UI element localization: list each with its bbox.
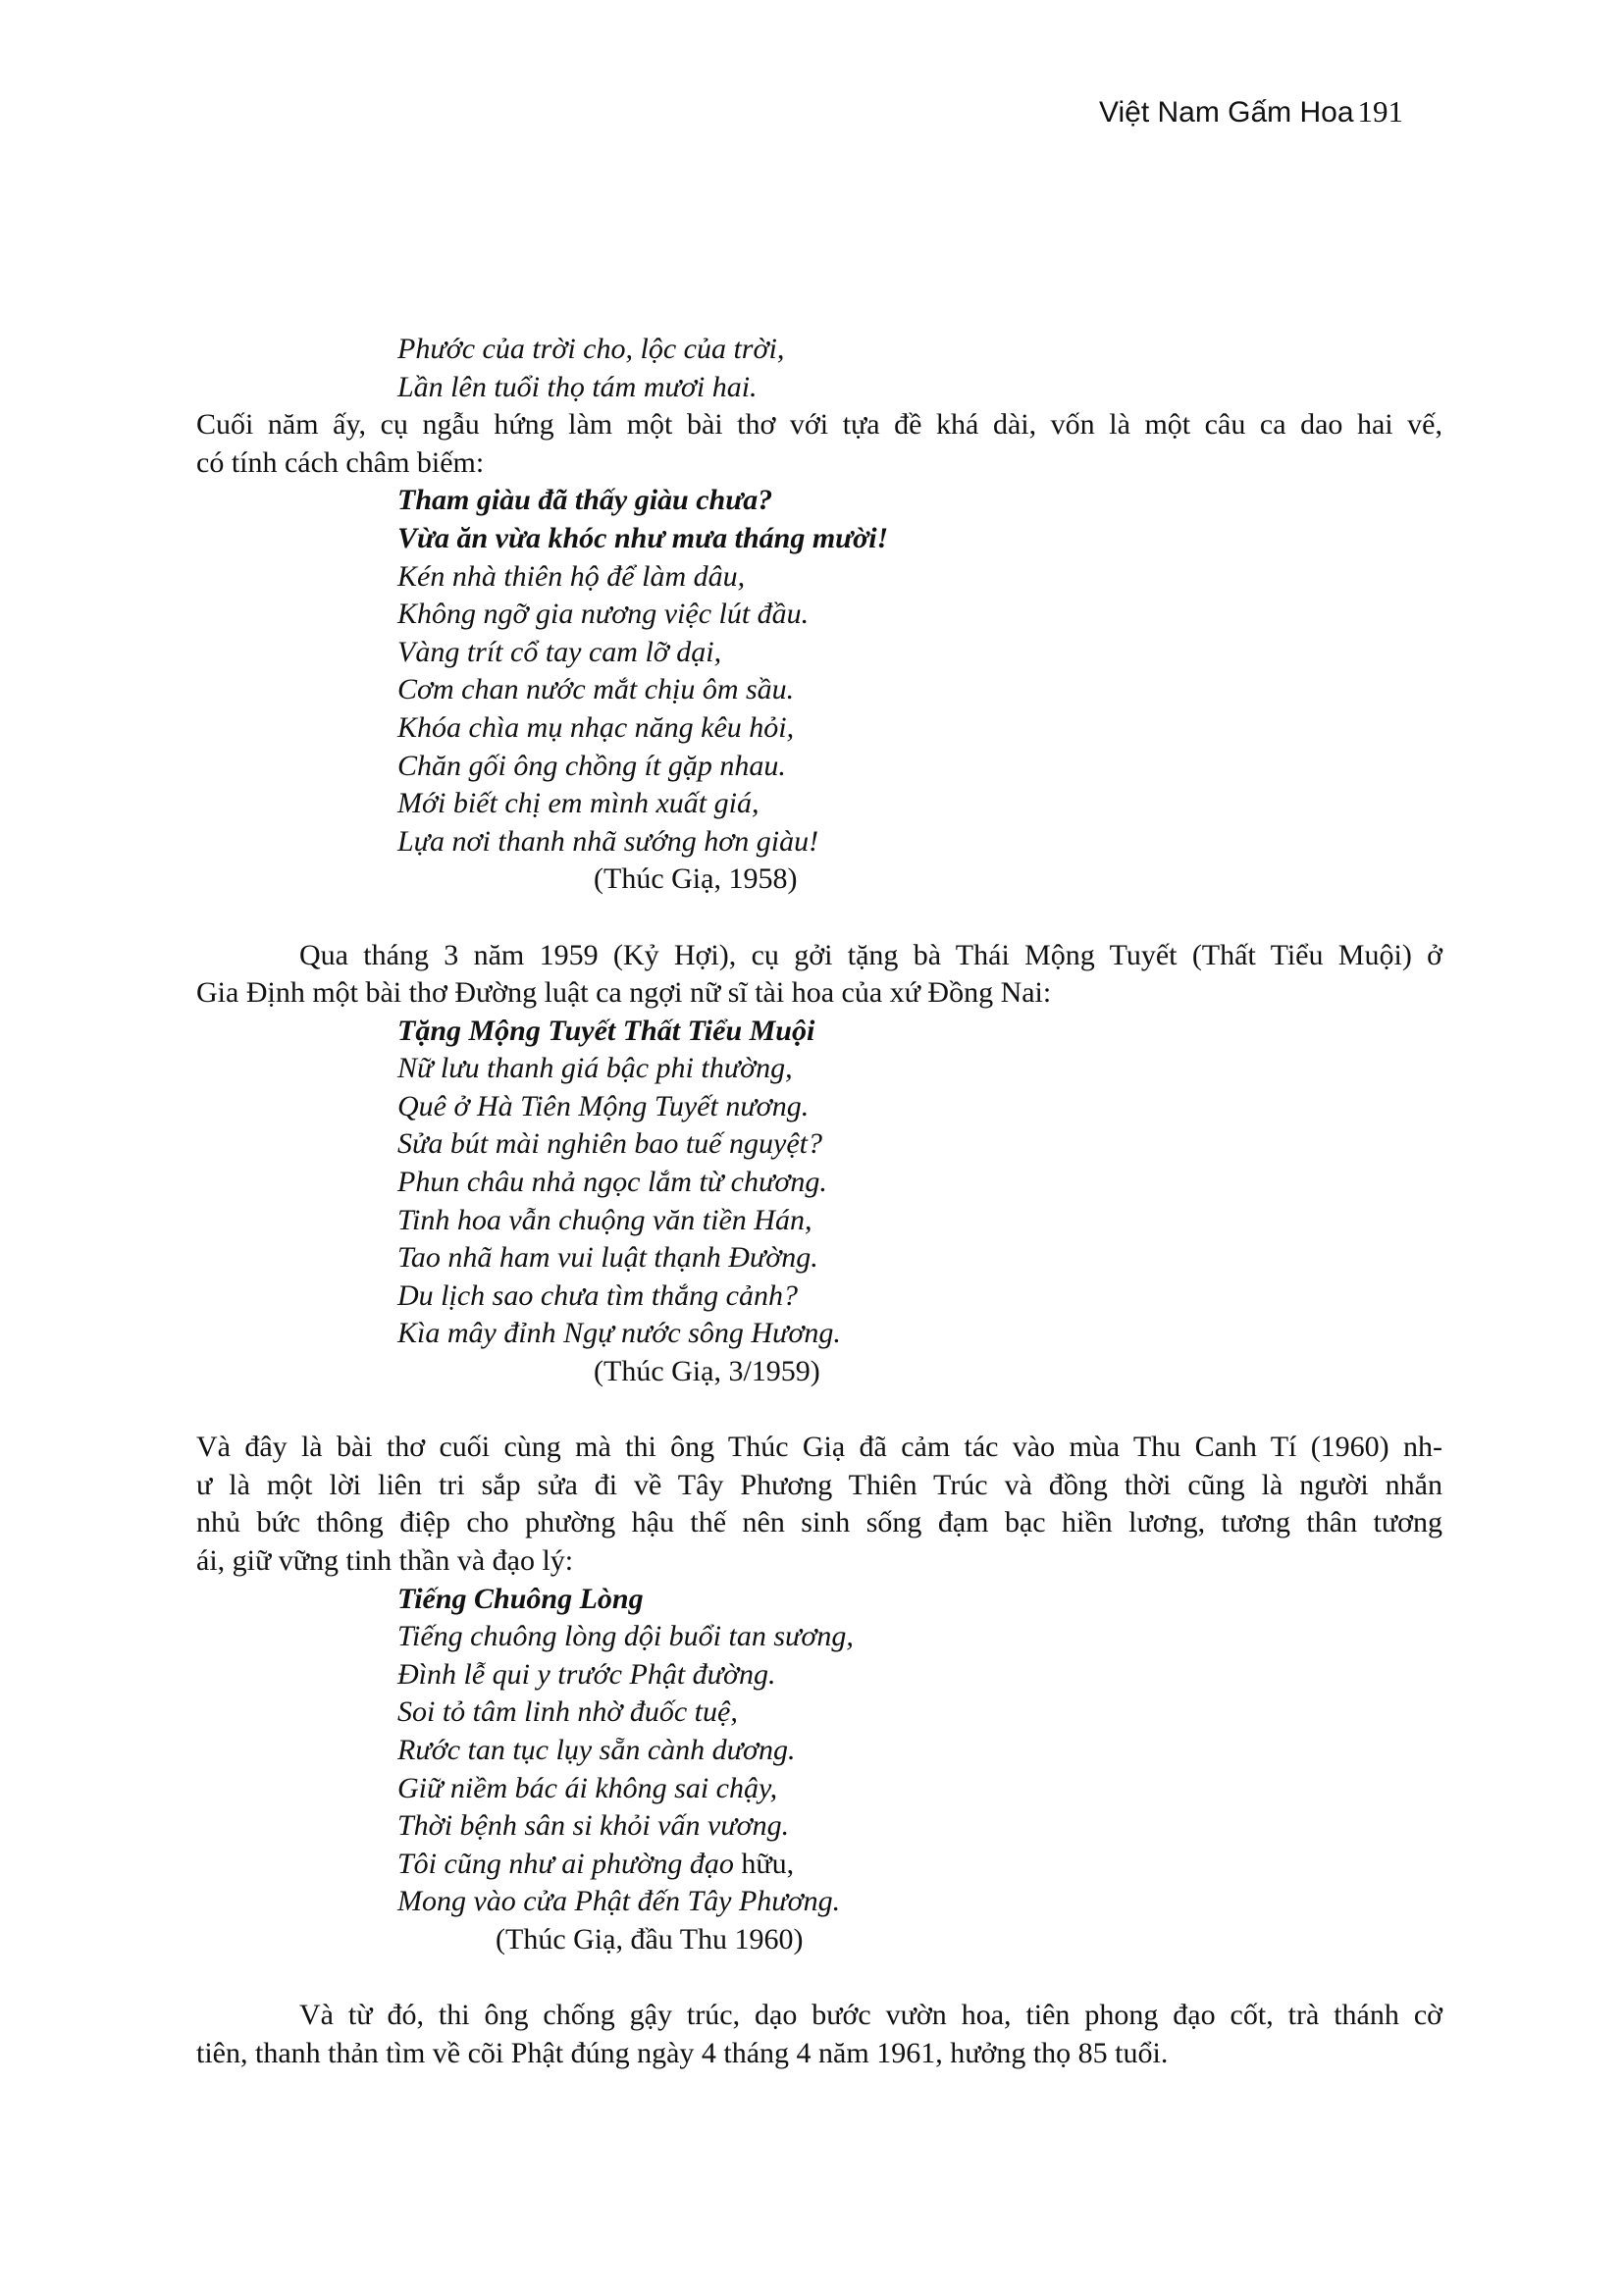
poem-line: Mới biết chị em mình xuất giá, [397,787,760,820]
paragraph-4 [196,1997,1442,2072]
poem-line: Nữ lưu thanh giá bậc phi thường, [397,1052,793,1085]
poem-attribution: (Thúc Giạ, 3/1959) [594,1355,820,1388]
poem-line: Vàng trít cổ tay cam lỡ dại, [397,635,722,668]
poem-line: Thời bệnh sân si khỏi vấn vương. [397,1809,790,1843]
poem-line: Tiếng chuông lòng dội buổi tan sương, [397,1620,854,1653]
book-title: Việt Nam Gấm Hoa [1099,96,1354,129]
poem-line: Lựa nơi thanh nhã sướng hơn giàu! [397,824,819,858]
paragraph-line: Qua tháng 3 năm 1959 (Kỷ Hợi), cụ gởi tặng bà Thái Mộng Tuyết (Thất Tiểu Muội) ở [299,938,1442,971]
paragraph-line: tiên, thanh thản tìm về cõi Phật đúng ngày 4 tháng 4 năm 1961, hưởng thọ 85 tuổi. [196,2036,1169,2069]
poem-title: Vừa ăn vừa khóc như mưa tháng mười! [397,521,889,554]
poem-line: Kìa mây đỉnh Ngự nước sông Hương. [397,1317,841,1350]
poem-title: Tiếng Chuông Lòng [397,1582,644,1615]
poem-attribution: (Thúc Giạ, 1958) [594,862,798,896]
verse-line: Lần lên tuổi thọ tám mươi hai. [397,370,758,403]
paragraph-line: Cuối năm ấy, cụ ngẫu hứng làm một bài thơ với tựa đề khá dài, vốn là một câu ca dao hai vế, [196,408,1442,442]
paragraph-line: ư là một lời liên tri sắp sửa đi về Tây Phương Thiên Trúc và đồng thời cũng là người nhắn [196,1468,1442,1501]
paragraph-1 [196,406,1442,482]
poem-line [196,1846,1442,1884]
verse-line: Phước của trời cho, lộc của trời, [397,333,785,365]
poem-line-italic-part: Tôi cũng như ai phường đạo [397,1847,734,1880]
poem-line: Soi tỏ tâm linh nhờ đuốc tuệ, [397,1695,738,1729]
poem-line: Tinh hoa vẫn chuộng văn tiền Hán, [397,1203,812,1236]
poem-line: Rước tan tục lụy sẵn cành dương. [397,1733,796,1766]
poem-line: Sửa bút mài nghiên bao tuế nguyệt? [397,1127,822,1161]
paragraph-line: Và từ đó, thi ông chống gậy trúc, dạo bước vườn hoa, tiên phong đạo cốt, trà thánh cờ [299,1999,1442,2032]
poem-line: Du lịch sao chưa tìm thắng cảnh? [397,1278,798,1312]
poem-attribution: (Thúc Giạ, đầu Thu 1960) [496,1922,804,1955]
poem-line: Không ngỡ gia nương việc lút đầu. [397,598,810,631]
poem-tham-giau [196,482,1442,899]
page-body [196,331,1442,2072]
poem-line: Tao nhã ham vui luật thạnh Đường. [397,1241,818,1275]
poem-line: Mong vào cửa Phật đến Tây Phương. [397,1885,841,1918]
paragraph-line: có tính cách châm biếm: [196,445,485,479]
opening-verse [196,331,1442,406]
paragraph-3 [196,1429,1442,1580]
spacer [196,1959,1442,1998]
poem-line: Quê ở Hà Tiên Mộng Tuyết nương. [397,1089,810,1122]
poem-line: Đình lễ qui y trước Phật đường. [397,1657,776,1691]
poem-line: Giữ niềm bác ái không sai chậy, [397,1771,778,1804]
poem-line: Chăn gối ông chồng ít gặp nhau. [397,749,786,782]
poem-line-upright-part: hữu, [733,1847,795,1880]
poem-tieng-chuong-long [196,1581,1442,1959]
paragraph-line: nhủ bức thông điệp cho phường hậu thế nên sinh sống đạm bạc hiền lương, tương thân tương [196,1506,1442,1539]
page-header [1099,94,1403,130]
paragraph-line: Gia Định một bài thơ Đường luật ca ngợi nữ sĩ tài hoa của xứ Đồng Nai: [196,976,1052,1010]
paragraph-line: ái, giữ vững tinh thần và đạo lý: [196,1544,574,1577]
poem-tang-mong-tuyet [196,1013,1442,1391]
poem-line: Kén nhà thiên hộ để làm dâu, [397,559,746,593]
poem-line: Phun châu nhả ngọc lắm từ chương. [397,1166,827,1199]
poem-title: Tham giàu đã thấy giàu chưa? [397,484,773,517]
paragraph-line: Và đây là bài thơ cuối cùng mà thi ông Thúc Giạ đã cảm tác vào mùa Thu Canh Tí (1960) nh- [196,1431,1442,1464]
poem-title: Tặng Mộng Tuyết Thất Tiểu Muội [397,1014,815,1047]
spacer [196,1391,1442,1430]
page-number: 191 [1357,94,1404,129]
paragraph-2 [196,937,1442,1013]
poem-line: Khóa chìa mụ nhạc năng kêu hỏi, [397,710,795,744]
poem-line: Cơm chan nước mắt chịu ôm sầu. [397,673,795,706]
spacer [196,899,1442,937]
